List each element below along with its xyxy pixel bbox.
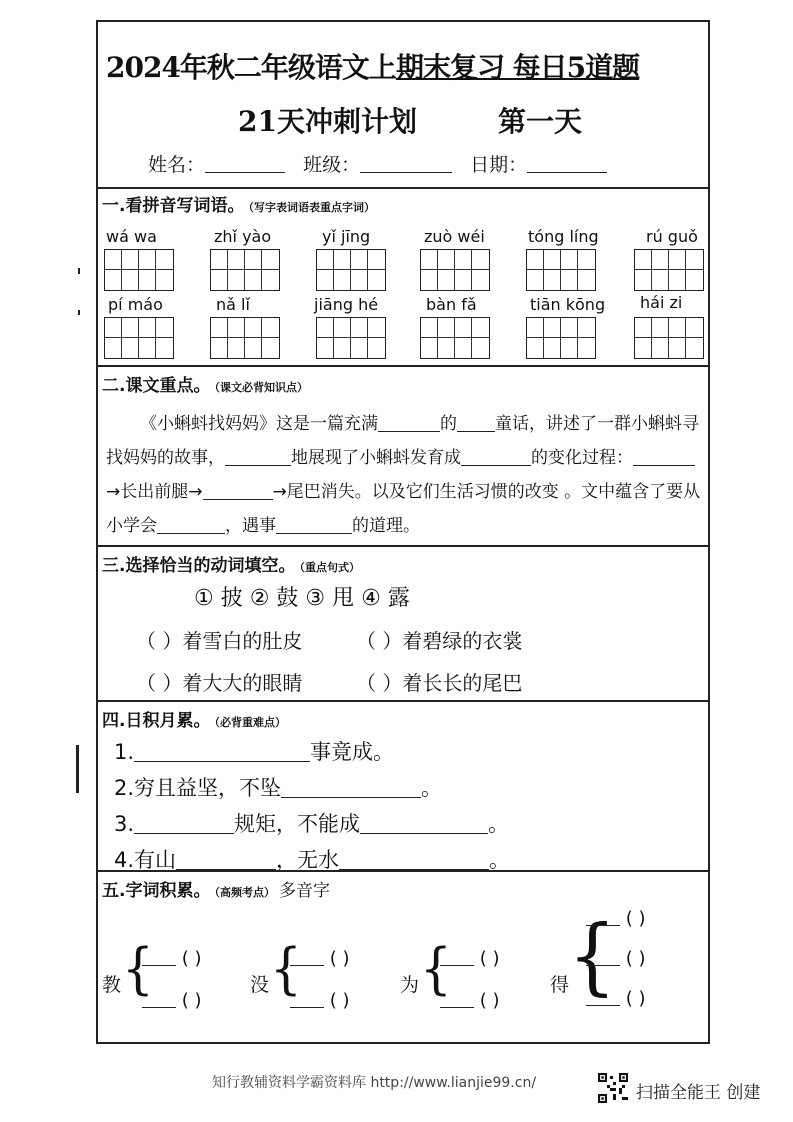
pinyin-paren: ( ) [625,948,646,969]
brace: { [568,906,617,1005]
pinyin: zhǐ yào [214,227,272,246]
brace: { [122,937,154,1001]
verb-item[interactable]: （ ）着长长的尾巴 [356,671,523,695]
pinyin-paren: ( ) [625,988,646,1009]
pinyin-paren: ( ) [329,948,350,969]
cloze-text: →尾巴消失。以及它们生活习惯的改变 。文中蕴含了要从小学会 [106,482,701,536]
pinyin: zuò wéi [424,227,485,246]
footer-text[interactable]: 知行教辅资料学霸资料库 http://www.lianjie99.cn/ [212,1075,537,1091]
writing-grid[interactable] [316,317,386,359]
section-title [102,371,308,396]
cloze-text: ，遇事 [225,516,276,536]
verb-options: ① 披 ② 鼓 ③ 甩 ④ 露 [194,586,410,611]
date-label: 日期： [470,154,528,176]
cloze-text: 的道理。 [352,516,420,536]
pinyin: pí máo [108,295,163,314]
section-note: （高频考点） [214,886,275,899]
brace: { [270,937,302,1001]
blank[interactable] [134,741,310,762]
section-title-text: 五.字词积累。 [102,881,211,901]
blank[interactable] [157,516,225,534]
idiom-text: 规矩，不能成 [234,812,361,836]
pinyin: nǎ lǐ [216,295,250,314]
idiom-text: 事竟成。 [310,740,395,764]
worksheet-header [98,22,708,189]
polyphone-entry[interactable] [440,948,500,969]
idiom-text: 3. [114,812,135,836]
section-pinyin [98,187,708,367]
polyphone-entry[interactable] [586,908,646,929]
pinyin: yǐ jīng [322,227,371,246]
polyphone-char: 为 [400,974,420,996]
pinyin-paren: ( ) [181,948,202,969]
cloze-text: 童话，讲述了一群小蝌蚪寻找妈妈的故事， [106,414,699,468]
writing-grid[interactable] [210,317,280,359]
pinyin: hái zi [640,293,683,312]
pinyin: jiāng hé [314,295,379,314]
date-field[interactable] [527,154,607,173]
blank[interactable] [134,813,234,834]
page-title [106,46,639,86]
idiom-text: 4.有山 [114,848,177,872]
cloze-paragraph [106,407,704,543]
polyphone-entry[interactable] [142,948,202,969]
pinyin: rú guǒ [646,227,698,246]
pinyin-paren: ( ) [479,948,500,969]
section-title [102,876,330,901]
cloze-text: →长出前腿→ [106,482,203,502]
polyphone-entry[interactable] [290,948,350,969]
idiom-item [114,772,442,802]
writing-grid[interactable] [104,249,174,291]
title-underlined: 期末复习 每日5道题 [395,51,640,84]
writing-grid[interactable] [316,249,386,291]
idiom-text: 2.穷且益坚，不坠 [114,776,282,800]
writing-grid[interactable] [420,249,490,291]
blank[interactable] [225,448,291,466]
blank[interactable] [276,516,352,534]
pinyin: tiān kōng [530,295,606,314]
subtitle-plan: 21天冲刺计划 [238,105,417,138]
cloze-text: 的变化过程： [531,448,633,468]
verb-line [136,625,522,654]
polyphone-entry[interactable] [142,990,202,1011]
section-text-keypoints [98,367,708,547]
student-info [148,150,619,177]
pinyin: wá wa [106,227,157,246]
section-verb-fill [98,547,708,702]
idiom-item [114,844,510,874]
writing-grid[interactable] [526,249,596,291]
pinyin: bàn fǎ [426,295,477,314]
verb-item[interactable]: （ ）着雪白的肚皮 [136,629,303,653]
cloze-text: 《小蝌蚪找妈妈》这是一篇充满 [140,414,378,434]
blank[interactable] [360,813,488,834]
idiom-text: 1. [114,740,135,764]
section-polyphones [98,872,708,1042]
blank[interactable] [281,777,421,798]
idiom-text: 。 [489,848,511,872]
writing-grid[interactable] [526,317,596,359]
polyphone-entry[interactable] [586,988,646,1009]
verb-item[interactable]: （ ）着碧绿的衣裳 [356,629,523,653]
name-field[interactable] [205,154,285,173]
verb-item[interactable]: （ ）着大大的眼睛 [136,671,303,695]
brace: { [420,937,452,1001]
writing-grid[interactable] [210,249,280,291]
writing-grid[interactable] [634,317,704,359]
section-daily-accumulation [98,702,708,872]
polyphone-char: 没 [250,974,270,996]
idiom-item [114,736,394,766]
class-field[interactable] [360,154,452,173]
blank[interactable] [203,482,273,500]
section-note: （重点句式） [299,561,360,574]
qr-code-icon [598,1073,628,1103]
blank[interactable] [461,448,531,466]
polyphone-entry[interactable] [440,990,500,1011]
section-note: （写字表词语表重点字词） [248,201,375,214]
idiom-text: ，无水 [276,848,340,872]
section-title [102,706,286,731]
cloze-text: 地展现了小蝌蚪发育成 [291,448,461,468]
blank[interactable] [176,849,276,870]
idiom-text: 。 [488,812,510,836]
blank[interactable] [457,414,495,432]
blank[interactable] [633,448,695,466]
section-note: （必背重难点） [214,716,286,729]
idiom-text: 。 [421,776,443,800]
title-prefix: 2024年秋二年级语文上 [106,51,396,84]
polyphone-char: 得 [550,974,570,996]
pinyin-paren: ( ) [329,990,350,1011]
section-title-text: 四.日积月累。 [102,711,211,731]
pinyin-paren: ( ) [479,990,500,1011]
section-title-text: 三.选择恰当的动词填空。 [102,556,296,576]
writing-grid[interactable] [634,249,704,291]
edge-dot [78,310,80,315]
name-label: 姓名： [148,154,206,176]
polyphone-entry[interactable] [586,948,646,969]
subtitle-day: 第一天 [498,105,583,138]
writing-grid[interactable] [420,317,490,359]
pinyin-paren: ( ) [625,908,646,929]
section-title [102,191,375,216]
blank[interactable] [378,414,440,432]
writing-grid[interactable] [104,317,174,359]
edge-dot [78,268,80,274]
idiom-item [114,808,509,838]
cloze-text: 的 [440,414,457,434]
worksheet [96,20,710,1044]
scanner-watermark: 扫描全能王 创建 [636,1083,761,1103]
class-label: 班级： [303,154,361,176]
pinyin: tóng líng [528,227,599,246]
blank[interactable] [339,849,489,870]
section-subtopic: 多音字 [278,881,330,901]
section-note: （课文必背知识点） [214,381,308,394]
pinyin-paren: ( ) [181,990,202,1011]
section-title-text: 一.看拼音写词语。 [102,196,245,216]
section-title-text: 二.课文重点。 [102,376,211,396]
section-title [102,551,360,576]
polyphone-entry[interactable] [290,990,350,1011]
verb-line [136,667,522,696]
edge-mark [76,745,79,793]
polyphone-char: 教 [102,974,122,996]
